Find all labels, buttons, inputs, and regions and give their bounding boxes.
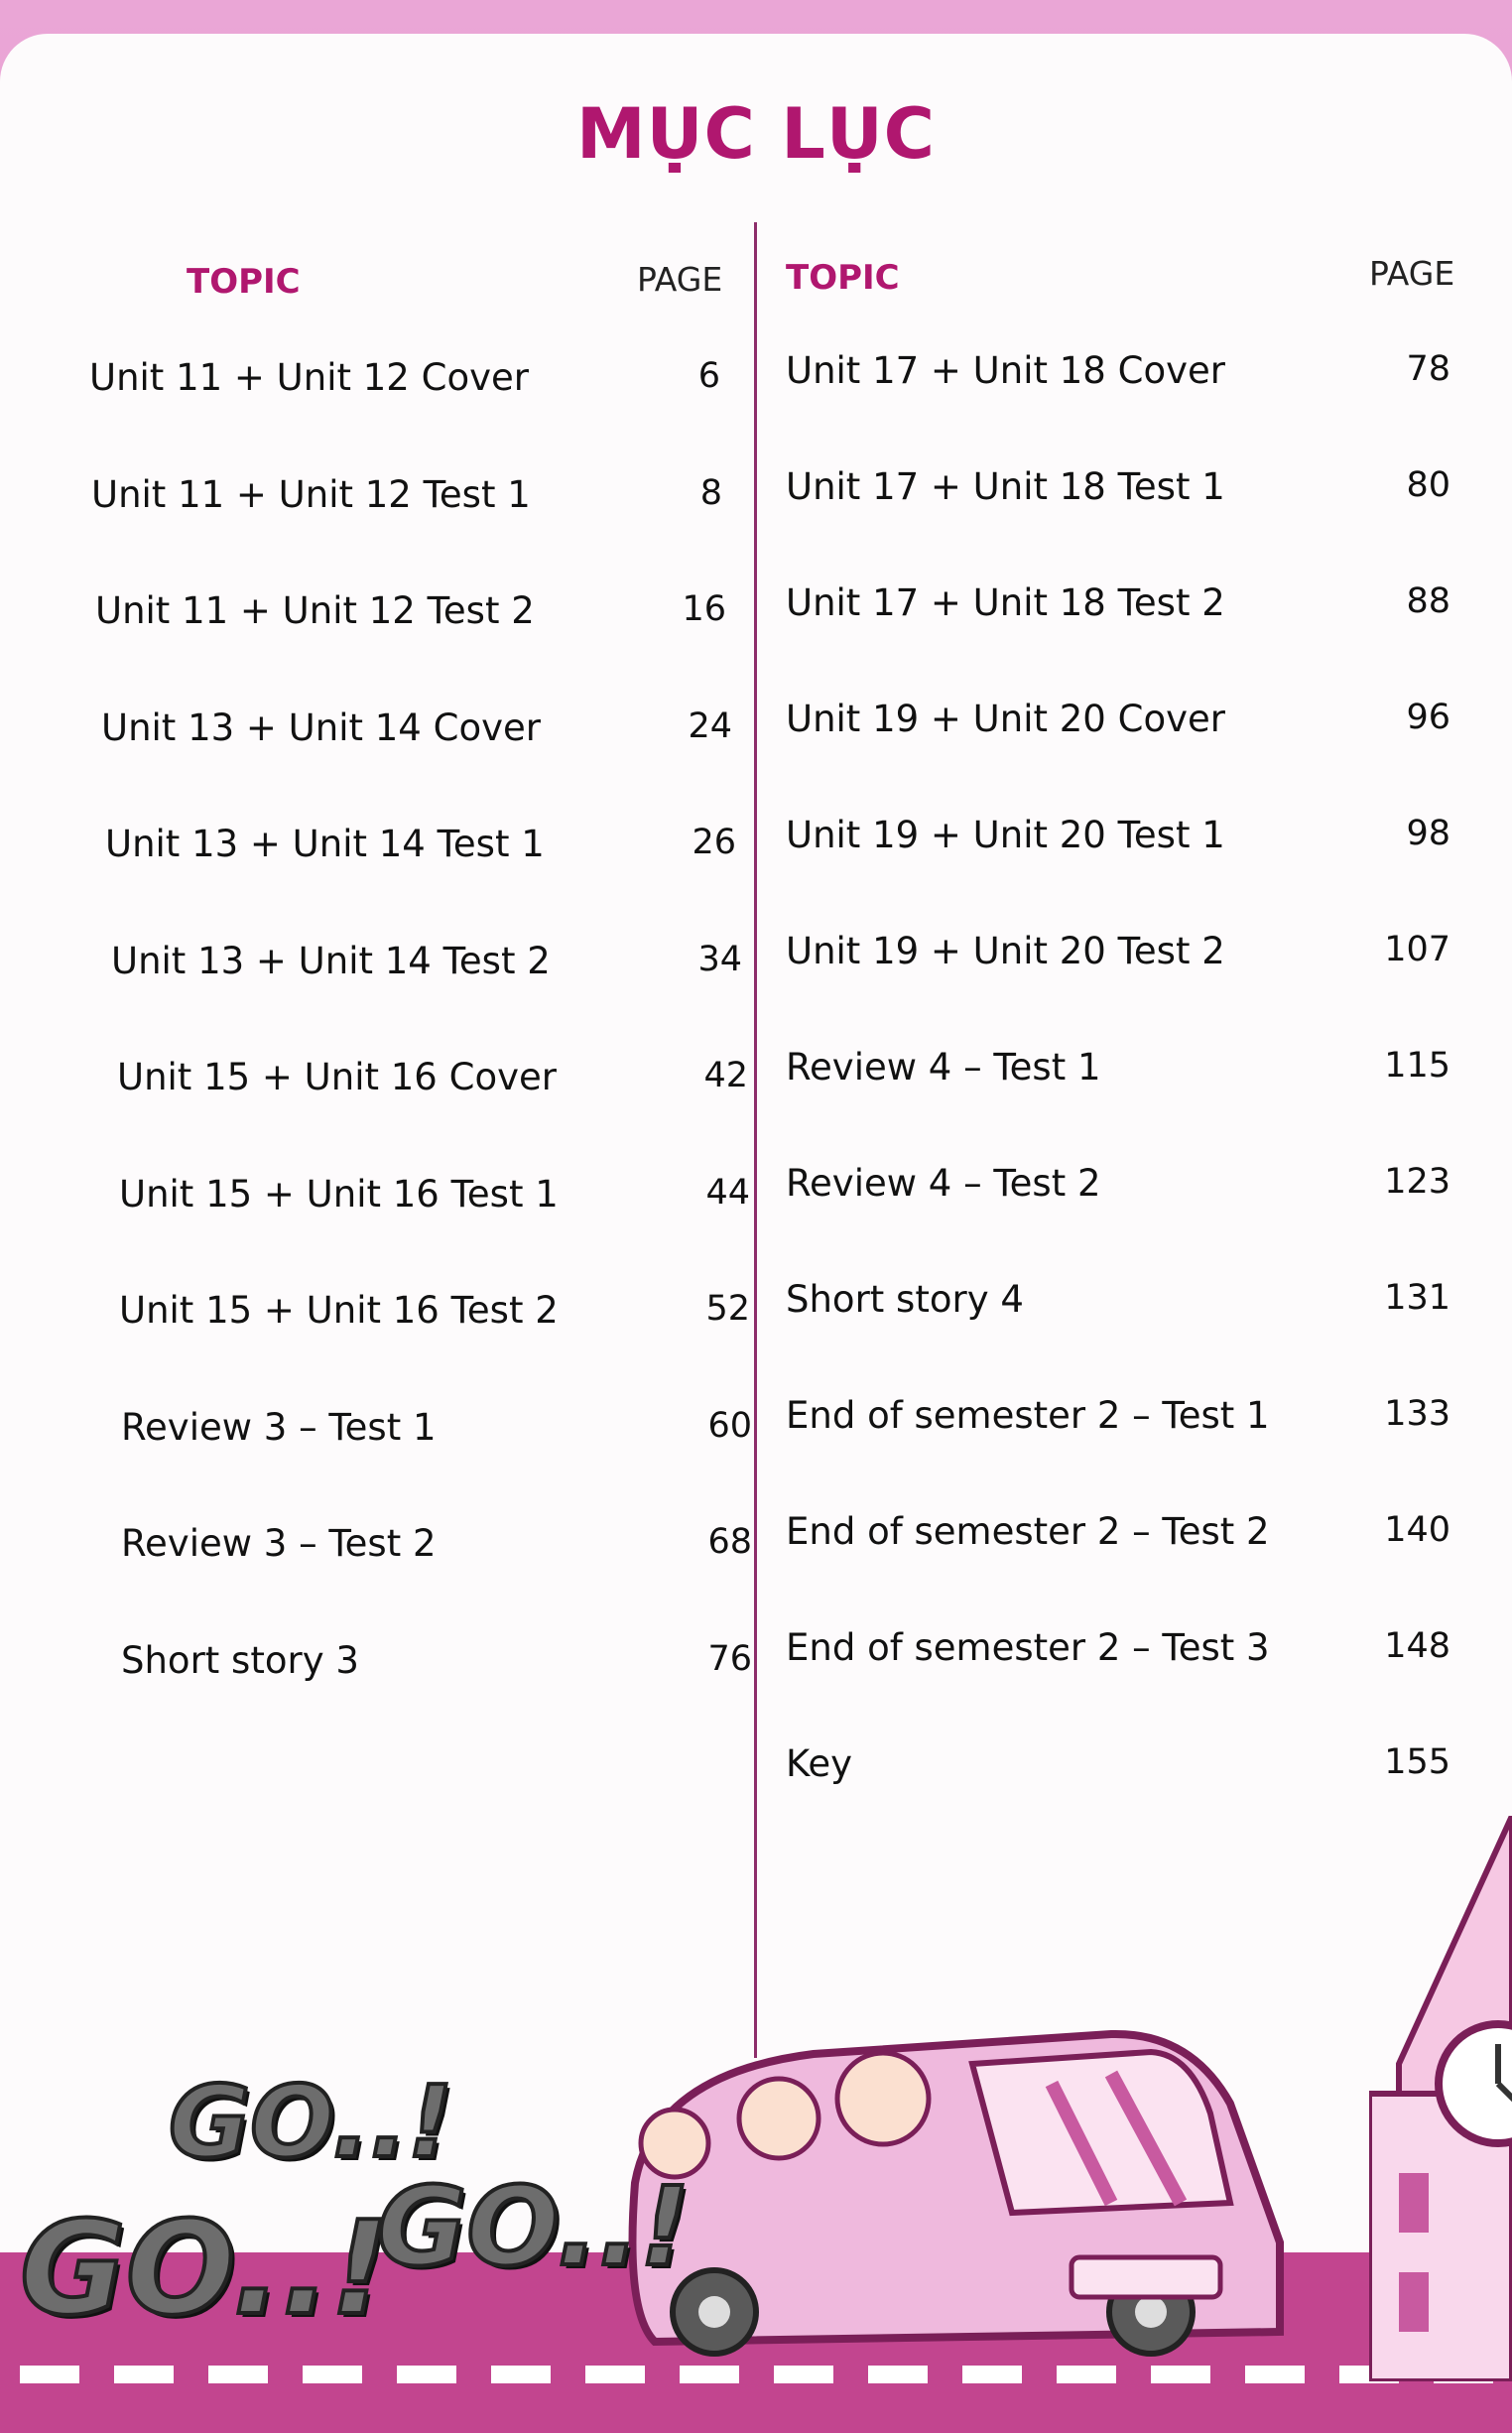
toc-entry-page: 52 [705, 1289, 750, 1329]
bus-illustration [595, 2014, 1310, 2391]
toc-entry-topic: Unit 15 + Unit 16 Test 2 [119, 1289, 559, 1332]
toc-entry-page: 42 [703, 1056, 748, 1095]
toc-entry-page: 24 [688, 705, 732, 746]
toc-entry [101, 706, 732, 766]
toc-entry-page: 44 [705, 1172, 750, 1213]
road-dash [397, 2366, 456, 2383]
toc-entry-topic: Short story 3 [121, 1638, 359, 1682]
page-title: MỤC LỤC [575, 93, 937, 175]
toc-entry-topic: Unit 11 + Unit 12 Test 1 [91, 472, 531, 516]
toc-entry [121, 1406, 752, 1466]
toc-entry [786, 1626, 1450, 1686]
toc-entry [786, 349, 1450, 409]
toc-entry-topic: Unit 19 + Unit 20 Test 1 [786, 814, 1225, 856]
column-divider [754, 222, 757, 2058]
right-topic-header: TOPIC [786, 258, 900, 298]
toc-entry [786, 814, 1450, 873]
toc-entry-page: 26 [692, 823, 736, 862]
toc-entry [786, 1278, 1450, 1338]
toc-entry-page: 8 [699, 472, 722, 513]
toc-entry-page: 98 [1406, 814, 1450, 853]
toc-entry-page: 107 [1384, 930, 1450, 969]
toc-entry-page: 88 [1406, 581, 1450, 621]
toc-entry-topic: Review 4 – Test 1 [786, 1046, 1101, 1088]
toc-entry-topic: Unit 13 + Unit 14 Test 2 [111, 939, 551, 982]
go-text-1: GO..! [169, 2064, 453, 2180]
toc-entry [786, 581, 1450, 641]
toc-entry-topic: Review 3 – Test 1 [121, 1405, 437, 1449]
toc-entry-page: 96 [1406, 698, 1450, 737]
toc-entry-page: 60 [707, 1405, 752, 1446]
toc-entry [117, 1056, 748, 1115]
toc-entry-topic: Unit 17 + Unit 18 Test 2 [786, 581, 1225, 624]
toc-entry [89, 356, 720, 416]
toc-entry-page: 34 [697, 939, 742, 979]
toc-entry [121, 1639, 752, 1699]
bus-icon [633, 2034, 1281, 2354]
right-page-header: PAGE [1369, 254, 1455, 293]
toc-entry-page: 140 [1384, 1510, 1450, 1550]
toc-entry-page: 115 [1384, 1046, 1450, 1086]
toc-entry-topic: Short story 4 [786, 1278, 1024, 1321]
road-dash [491, 2366, 551, 2383]
toc-entry [95, 589, 726, 649]
toc-entry-page: 131 [1384, 1278, 1450, 1318]
toc-entry-page: 133 [1384, 1394, 1450, 1434]
toc-entry [119, 1173, 750, 1232]
toc-entry-topic: Unit 11 + Unit 12 Test 2 [95, 589, 535, 632]
clock-tower-illustration [1369, 1816, 1512, 2381]
left-topic-header: TOPIC [187, 262, 301, 302]
toc-entry-topic: Unit 15 + Unit 16 Cover [117, 1056, 557, 1098]
toc-entry-topic: Key [786, 1742, 853, 1785]
toc-entry-topic: Unit 19 + Unit 20 Cover [786, 698, 1225, 740]
toc-entry [786, 1046, 1450, 1105]
go-text-3: GO..! [377, 2163, 691, 2290]
toc-entry-page: 6 [697, 356, 720, 396]
toc-entry-topic: Unit 13 + Unit 14 Cover [101, 705, 541, 749]
toc-entry [786, 1162, 1450, 1221]
toc-entry-topic: Review 3 – Test 2 [121, 1522, 437, 1565]
road-dash [114, 2366, 174, 2383]
clock-tower-icon [1369, 1816, 1512, 2381]
toc-entry [786, 1742, 1450, 1802]
toc-entry-topic: Unit 15 + Unit 16 Test 1 [119, 1172, 559, 1216]
toc-entry-page: 148 [1384, 1626, 1450, 1666]
toc-entry [786, 1394, 1450, 1454]
toc-entry-topic: Unit 17 + Unit 18 Cover [786, 349, 1225, 392]
toc-entry [105, 823, 736, 882]
toc-entry-topic: Unit 13 + Unit 14 Test 1 [105, 823, 545, 865]
road-dash [20, 2366, 79, 2383]
toc-entry-topic: Review 4 – Test 2 [786, 1162, 1101, 1205]
toc-entry-page: 68 [707, 1522, 752, 1562]
toc-entry [121, 1522, 752, 1582]
toc-entry [111, 940, 742, 999]
toc-entry [91, 473, 722, 533]
road-dash [208, 2366, 268, 2383]
toc-entry-page: 123 [1384, 1162, 1450, 1202]
toc-entry-topic: Unit 17 + Unit 18 Test 1 [786, 465, 1225, 508]
toc-entry [786, 930, 1450, 989]
toc-entry-topic: End of semester 2 – Test 3 [786, 1626, 1270, 1669]
toc-entry-topic: Unit 11 + Unit 12 Cover [89, 356, 529, 399]
toc-entry-page: 76 [707, 1638, 752, 1679]
toc-entry [786, 1510, 1450, 1570]
toc-entry-page: 78 [1406, 349, 1450, 389]
toc-entry [786, 698, 1450, 757]
go-text-2: GO..! [20, 2193, 390, 2344]
road-dash [303, 2366, 362, 2383]
toc-entry-topic: End of semester 2 – Test 2 [786, 1510, 1270, 1553]
toc-entry [119, 1289, 750, 1348]
toc-entry [786, 465, 1450, 525]
toc-entry-topic: End of semester 2 – Test 1 [786, 1394, 1270, 1437]
toc-entry-topic: Unit 19 + Unit 20 Test 2 [786, 930, 1225, 972]
toc-entry-page: 80 [1406, 465, 1450, 505]
left-page-header: PAGE [637, 260, 723, 299]
toc-entry-page: 155 [1384, 1742, 1450, 1782]
toc-entry-page: 16 [682, 589, 726, 629]
